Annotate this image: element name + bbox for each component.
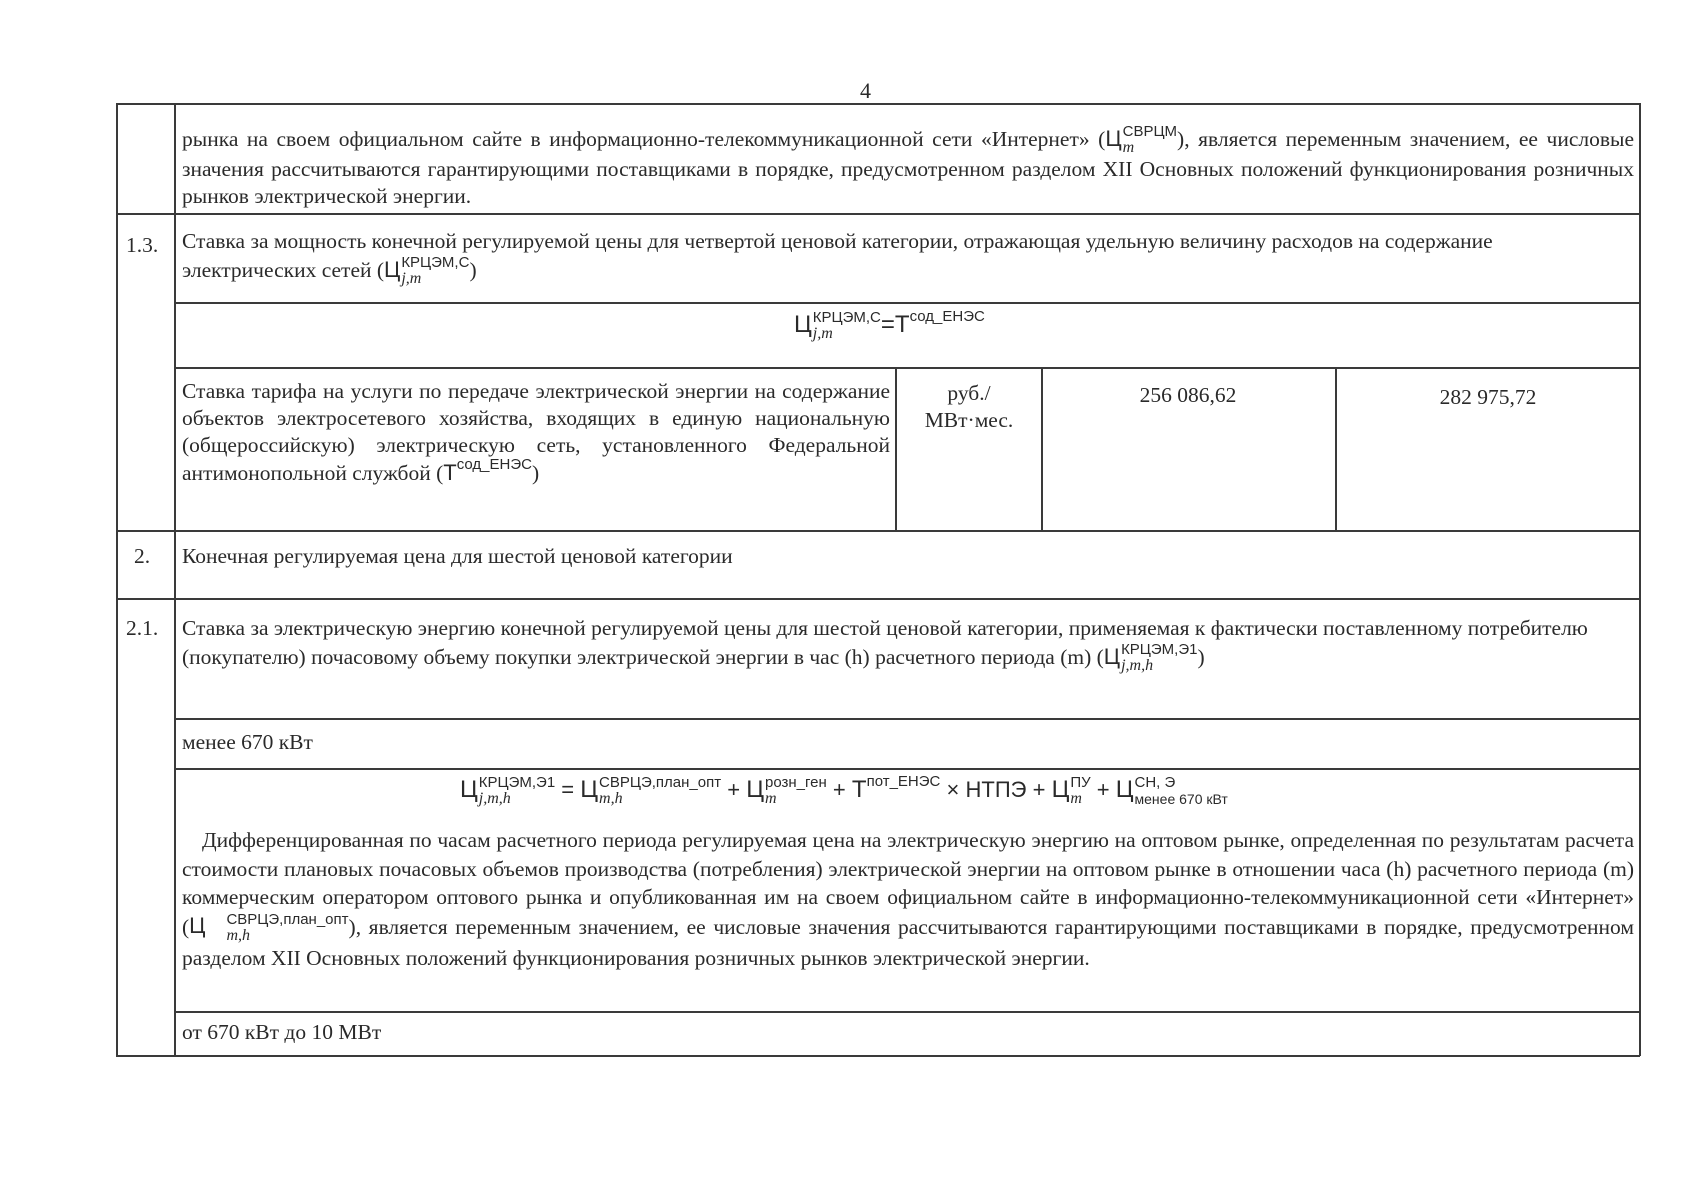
tariff-value-1: 256 086,62 <box>1139 383 1237 407</box>
row-number-2: 2. <box>134 544 151 568</box>
symbol-t-sod-enes: $T^{сод\_ЕНЭС}$ <box>443 455 532 485</box>
rule-after-formula2 <box>174 1011 1640 1013</box>
tariff-unit: руб./ МВт·мес. <box>924 381 1014 432</box>
row-1-3-text: Ставка за мощность конечной регулируемой цены для четвертой ценовой категории, отражающая удельную величину расходов на содержание электрических сетей (Ц КРЦЭМ,С j,m ) <box>182 229 1493 287</box>
rule-top <box>116 103 1640 105</box>
rule-after-sub1 <box>174 768 1640 770</box>
symbol-c-svrcm: Ц СВРЦМ m <box>1105 123 1178 156</box>
tariff-description: Ставка тарифа на услуги по передаче электрической энергии на содержание объектов электросетевого хозяйства, входящих в единую национальную (общероссийскую) электрическую сеть, установленного Федеральной антимонопольной службой $(T^{сод\_ЕНЭС})$ <box>182 379 890 485</box>
rule-bottom <box>116 1055 1640 1057</box>
explanation-text: Дифференцированная по часам расчетного периода регулируемая цена на электрическую энергию на оптовом рынке, определенная по результатам расчета стоимости плановых почасовых объемов производства (потребления) электрической энергии на оптовом рынке в отношении часа (h) расчетного периода (m) коммерческим оператором оптового рынка и опубликованная им на своем официальном сайте в информационно-телекоммуникационной сети «Интернет» (Ц СВРЦЭ,план_опт m,h ), является переменным значением, ее числовые значения рассчитываются гарантирующими поставщиками в порядке, предусмотренном разделом XII Основных положений функционирования розничных рынков электрической энергии. <box>182 828 1634 970</box>
rule-after-1-3 <box>116 530 1640 532</box>
rule-after-2 <box>116 598 1640 600</box>
formula-1-3: Ц КРЦЭМ,С j,m $=T^{сод\_ЕНЭС}$ <box>794 307 985 342</box>
sub-row-under-670kw: менее 670 кВт <box>182 730 313 754</box>
rule-formula-bottom <box>174 367 1640 369</box>
rule-formula-top <box>174 302 1640 304</box>
row-2-1-text: Ставка за электрическую энергию конечной регулируемой цены для шестой ценовой категории, применяемая к фактически поставленному потребителю (покупателю) почасовому объему покупки электрической энергии в час (h) расчетного периода (m) (Ц КРЦЭМ,Э1 j,m,h ) <box>182 616 1588 674</box>
page-number: 4 <box>860 78 871 103</box>
rule-after-2-1-text <box>174 718 1640 720</box>
row-number-1-3: 1.3. <box>126 233 159 257</box>
symbol-c-krcem-e1: Ц КРЦЭМ,Э1 j,m,h <box>1103 641 1198 674</box>
rule-number-col <box>174 103 176 1056</box>
intro-text: рынка на своем официальном сайте в информационно-телекоммуникационной сети «Интернет» (Ц СВРЦМ m ), является переменным значением, ее числовые значения рассчитываются гарантирующими поставщиками в порядке, предусмотренном разделом XII Основных положений функционирования розничных рынков электрической энергии. <box>182 123 1634 208</box>
rule-value1-col <box>1041 367 1043 530</box>
rule-value2-col <box>1335 367 1337 530</box>
sub-row-670kw-to-10mw: от 670 кВт до 10 МВт <box>182 1020 382 1044</box>
symbol-c-svrce-plan-opt: Ц СВРЦЭ,план_опт m,h <box>189 910 349 944</box>
row-2-text: Конечная регулируемая цена для шестой ценовой категории <box>182 544 733 568</box>
tariff-value-2: 282 975,72 <box>1439 385 1537 409</box>
rule-unit-col <box>895 367 897 530</box>
formula-2-1: Ц КРЦЭМ,Э1 j,m,h = Ц СВРЦЭ,план_опт m,h + Ц розн_ген m + $T^{пот\_ЕНЭС}$ × НТПЭ + Ц ПУ m + Ц СН, Э менее 670 кВт <box>460 772 1228 807</box>
row-number-2-1: 2.1. <box>126 616 159 640</box>
symbol-c-krcem-c: Ц КРЦЭМ,С j,m <box>384 254 470 287</box>
rule-after-intro <box>116 213 1640 215</box>
rule-left <box>116 103 118 1056</box>
rule-right <box>1639 103 1641 1056</box>
